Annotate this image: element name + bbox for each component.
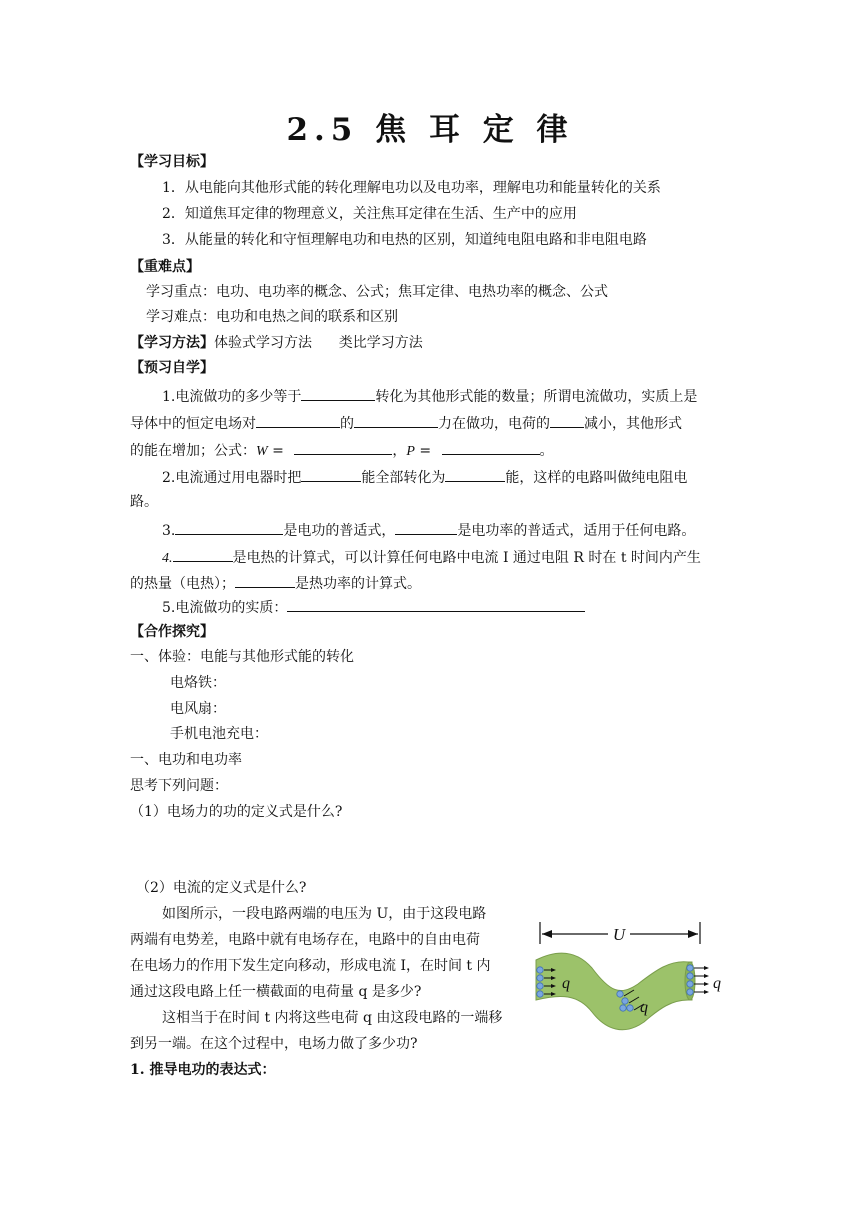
q4-text: 是电热的计算式，可以计算任何电路中电流 I 通过电阻 R 时在 t 时间内产生 bbox=[232, 550, 701, 566]
keypoints-header: 【重难点】 bbox=[130, 259, 200, 275]
para-line: 这相当于在时间 t 内将这些电荷 q 由这段电路的一端移 bbox=[162, 1010, 503, 1026]
goal-item: 2．知道焦耳定律的物理意义，关注焦耳定律在生活、生产中的应用 bbox=[162, 206, 577, 222]
think-line: 思考下列问题： bbox=[130, 778, 228, 794]
page-title: 2.5 焦 耳 定 律 bbox=[286, 112, 574, 148]
preview-q3 bbox=[162, 519, 695, 541]
blank bbox=[395, 519, 457, 535]
q1-text: 减小，其他形式 bbox=[584, 416, 682, 432]
goal-item: 3．从能量的转化和守恒理解电功和电热的区别，知道纯电阻电路和非电阻电路 bbox=[162, 232, 647, 248]
blank bbox=[235, 572, 295, 588]
method-header: 【学习方法】 bbox=[130, 335, 214, 351]
para-line: 如图所示，一段电路两端的电压为 U，由于这段电路 bbox=[162, 906, 487, 922]
q1-text: 转化为其他形式能的数量；所谓电流做功，实质上是 bbox=[375, 389, 698, 405]
blank bbox=[294, 439, 392, 455]
preview-q5 bbox=[162, 596, 585, 618]
q4-text: 的热量（电热）； bbox=[130, 576, 235, 592]
q2-text: 能，这样的电路叫做纯电阻电 bbox=[505, 470, 688, 486]
blank bbox=[256, 412, 340, 428]
para-line: 通过这段电路上任一横截面的电荷量 q 是多少? bbox=[130, 984, 422, 1000]
question-2: （2）电流的定义式是什么? bbox=[136, 880, 307, 896]
preview-q2-line1 bbox=[162, 466, 687, 488]
blank bbox=[301, 466, 361, 482]
preview-q4-line1 bbox=[162, 546, 701, 569]
exp-title: 一、体验：电能与其他形式能的转化 bbox=[130, 649, 354, 665]
q1-text: = bbox=[414, 443, 436, 459]
charge-label: q bbox=[640, 999, 648, 1016]
q3-text: 是电功的普适式， bbox=[283, 523, 396, 539]
q5-text: 5.电流做功的实质： bbox=[162, 600, 288, 616]
preview-q4-line2 bbox=[130, 572, 421, 594]
para-line: 两端有电势差，电路中就有电场存在，电路中的自由电荷 bbox=[130, 932, 480, 948]
q1-text: 1.电流做功的多少等于 bbox=[162, 389, 302, 405]
method-line bbox=[130, 333, 423, 353]
q1-text: ， bbox=[392, 443, 407, 459]
exp-item: 电风扇： bbox=[170, 701, 226, 717]
preview-header: 【预习自学】 bbox=[130, 360, 214, 376]
question-1: （1）电场力的功的定义式是什么? bbox=[130, 804, 343, 820]
q1-text: = bbox=[267, 443, 289, 459]
q3-text: 3. bbox=[162, 523, 176, 539]
section-title: 一、电功和电功率 bbox=[130, 752, 242, 768]
charge-label: q bbox=[562, 975, 570, 992]
preview-q1-line3 bbox=[130, 439, 554, 462]
p-symbol: P bbox=[406, 444, 415, 459]
q2-text: 能全部转化为 bbox=[361, 470, 446, 486]
q4-text: 是热功率的计算式。 bbox=[295, 576, 421, 592]
q3-text: 是电功率的普适式，适用于任何电路。 bbox=[457, 523, 696, 539]
goals-header: 【学习目标】 bbox=[130, 154, 214, 170]
q1-text: 导体中的恒定电场对 bbox=[130, 416, 256, 432]
blank bbox=[173, 546, 233, 562]
blank bbox=[287, 596, 585, 612]
blank bbox=[445, 466, 505, 482]
blank bbox=[550, 412, 584, 428]
key-difficulty: 学习难点：电功和电热之间的联系和区别 bbox=[146, 309, 398, 325]
para-line: 到另一端。在这个过程中，电场力做了多少功? bbox=[130, 1036, 418, 1052]
blank bbox=[354, 412, 438, 428]
goal-item: 1．从电能向其他形式能的转化理解电功以及电功率，理解电功和能量转化的关系 bbox=[162, 180, 661, 196]
voltage-label: U bbox=[612, 925, 626, 944]
derive-heading: 1. 推导电功的表达式： bbox=[130, 1062, 276, 1078]
blank bbox=[442, 439, 540, 455]
q1-text: 的能在增加；公式： bbox=[130, 443, 256, 459]
blank bbox=[175, 519, 283, 535]
preview-q2-line2: 路。 bbox=[130, 494, 158, 510]
w-symbol: W bbox=[256, 444, 268, 459]
method-text: 体验式学习方法 类比学习方法 bbox=[214, 335, 423, 351]
q1-text: 力在做功，电荷的 bbox=[438, 416, 550, 432]
q1-text: 。 bbox=[539, 443, 554, 459]
q1-text: 的 bbox=[340, 416, 354, 432]
blank bbox=[301, 385, 375, 401]
exp-item: 电烙铁： bbox=[170, 675, 226, 691]
exp-item: 手机电池充电： bbox=[170, 726, 268, 742]
q2-text: 2.电流通过用电器时把 bbox=[162, 470, 302, 486]
q4-text: 4. bbox=[162, 551, 173, 566]
conductor-figure bbox=[520, 908, 730, 1038]
conductor-tube bbox=[536, 953, 692, 1030]
charge-label: q bbox=[713, 975, 721, 992]
coop-header: 【合作探究】 bbox=[130, 624, 214, 640]
preview-q1-line2 bbox=[130, 412, 682, 434]
para-line: 在电场力的作用下发生定向移动，形成电流 I，在时间 t 内 bbox=[130, 958, 491, 974]
preview-q1-line1 bbox=[162, 385, 697, 407]
key-focus: 学习重点：电功、电功率的概念、公式；焦耳定律、电热功率的概念、公式 bbox=[146, 284, 608, 300]
